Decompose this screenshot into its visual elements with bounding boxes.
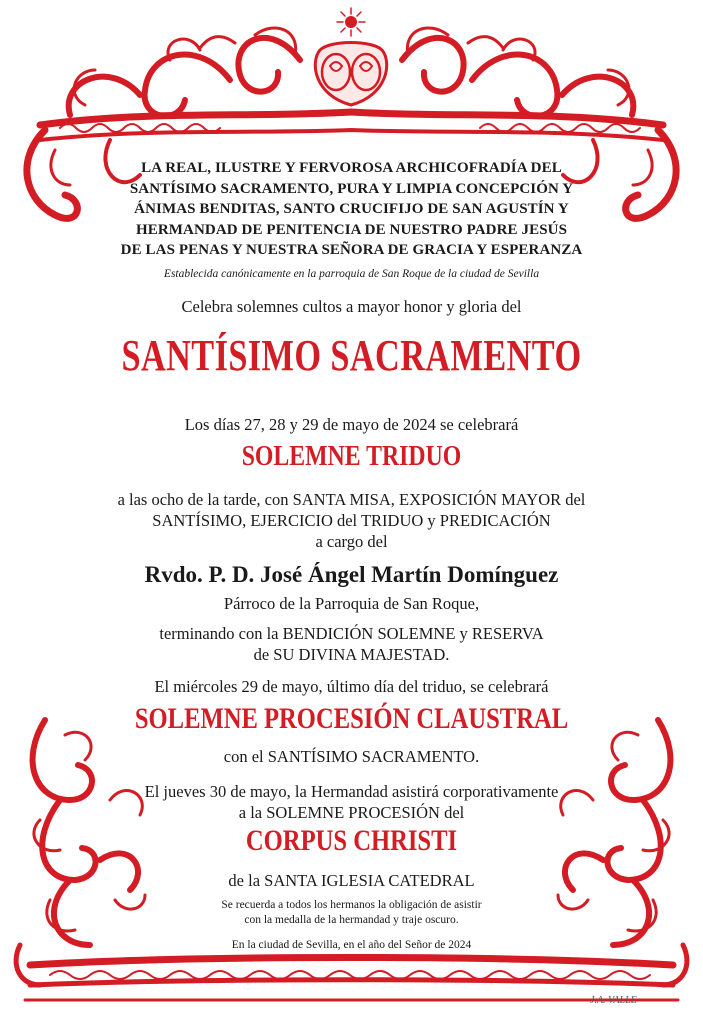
thursday-lines bbox=[0, 781, 703, 823]
dates-line: Los días 27, 28 y 29 de mayo de 2024 se celebrará bbox=[184, 415, 519, 434]
triduo-line: a las ocho de la tarde, con SANTA MISA, EXPOSICIÓN MAYOR del bbox=[117, 490, 586, 509]
brotherhood-heading bbox=[0, 158, 703, 261]
closing-lines bbox=[0, 623, 703, 665]
triduo-line: a cargo del bbox=[315, 532, 388, 551]
heading-line: HERMANDAD DE PENITENCIA DE NUESTRO PADRE JESÚS bbox=[135, 221, 568, 238]
intro-line: Celebra solemnes cultos a mayor honor y gloria del bbox=[181, 297, 522, 316]
preacher-role: Párroco de la Parroquia de San Roque, bbox=[223, 594, 480, 613]
heading-line: ÁNIMAS BENDITAS, SANTO CRUCIFIJO DE SAN AGUSTÍN Y bbox=[134, 201, 569, 217]
triduo-line: SANTÍSIMO, EJERCICIO del TRIDUO y PREDICACIÓN bbox=[152, 511, 551, 530]
triduo-description bbox=[0, 489, 703, 552]
procession-subline: con el SANTÍSIMO SACRAMENTO. bbox=[223, 747, 480, 766]
heading-line: LA REAL, ILUSTRE Y FERVOROSA ARCHICOFRADÍA DEL bbox=[141, 160, 562, 176]
reminder-line: con la medalla de la hermandad y traje oscuro. bbox=[244, 914, 459, 926]
reminder-note bbox=[0, 898, 703, 928]
monstrance-crest-icon bbox=[315, 8, 386, 105]
wednesday-line: El miércoles 29 de mayo, último día del triduo, se celebrará bbox=[154, 677, 549, 696]
closing-line: terminando con la BENDICIÓN SOLEMNE y RESERVA bbox=[159, 624, 544, 643]
preacher-name: Rvdo. P. D. José Ángel Martín Domínguez bbox=[144, 562, 559, 587]
established-note: Establecida canónicamente en la parroquia de San Roque de la ciudad de Sevilla bbox=[163, 268, 540, 280]
main-title: SANTÍSIMO SACRAMENTO bbox=[121, 331, 582, 380]
corpus-title: CORPUS CHRISTI bbox=[245, 824, 458, 857]
thursday-line: a la SOLEMNE PROCESIÓN del bbox=[238, 803, 465, 822]
artist-signature: J.A. VALLE bbox=[590, 995, 637, 1006]
reminder-line: Se recuerda a todos los hermanos la obligación de asistir bbox=[221, 899, 482, 911]
procession-title: SOLEMNE PROCESIÓN CLAUSTRAL bbox=[134, 702, 569, 735]
cathedral-line: de la SANTA IGLESIA CATEDRAL bbox=[228, 871, 475, 890]
closing-line: de SU DIVINA MAJESTAD. bbox=[253, 645, 450, 664]
heading-line: DE LAS PENAS Y NUESTRA SEÑORA DE GRACIA Y ESPERANZA bbox=[120, 242, 583, 258]
heading-line: SANTÍSIMO SACRAMENTO, PURA Y LIMPIA CONCEPCIÓN Y bbox=[129, 180, 574, 197]
triduo-title: SOLEMNE TRIDUO bbox=[241, 440, 462, 472]
place-date: En la ciudad de Sevilla, en el año del Señor de 2024 bbox=[231, 939, 472, 951]
thursday-line: El jueves 30 de mayo, la Hermandad asistirá corporativamente bbox=[144, 782, 559, 801]
